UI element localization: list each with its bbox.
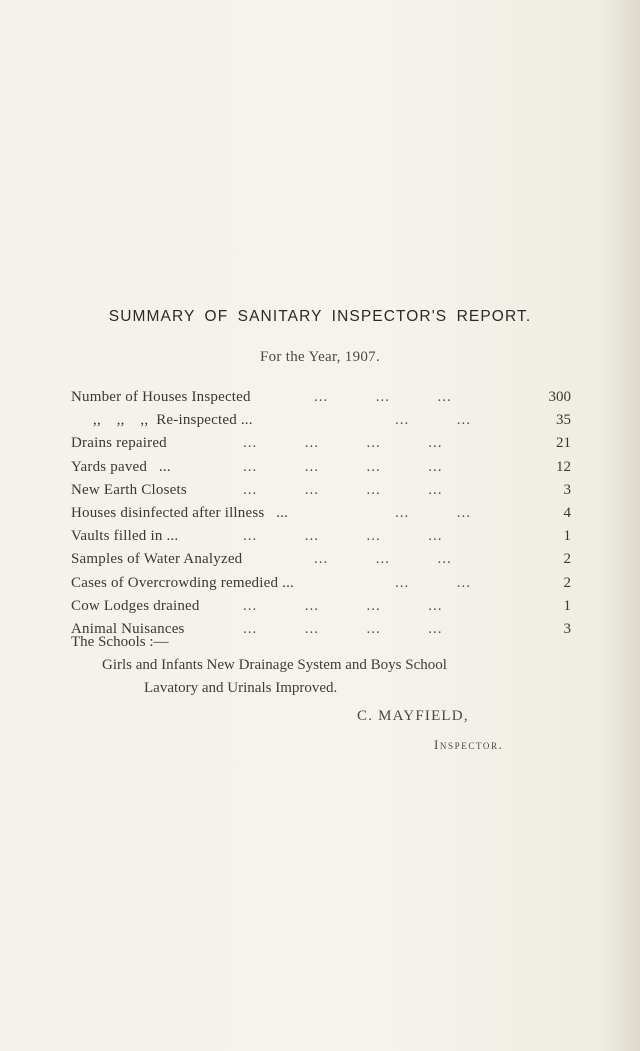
row-label: Animal Nuisances (71, 620, 185, 637)
row-label: ,, ,, ,, Re-inspected ... (93, 412, 253, 429)
table-row (71, 479, 571, 502)
schools-label: The Schools :— (71, 634, 169, 650)
table-row (71, 432, 571, 455)
table-row (71, 595, 571, 618)
row-leader-dots: ... ... ... (314, 389, 452, 405)
signature-title: Inspector. (434, 737, 504, 752)
row-value: 21 (556, 435, 571, 452)
table-row (71, 548, 571, 571)
row-label: Cases of Overcrowding remedied ... (71, 574, 294, 591)
row-value: 2 (563, 574, 571, 591)
row-value: 1 (563, 597, 571, 614)
row-label: New Earth Closets (71, 481, 187, 498)
row-value: 12 (556, 458, 571, 475)
report-subtitle: For the Year, 1907. (259, 349, 381, 365)
row-leader-dots: ... ... ... ... (243, 528, 443, 545)
row-value: 4 (563, 504, 571, 521)
row-leader-dots: ... ... (395, 412, 471, 429)
row-value: 3 (563, 481, 571, 498)
row-value: 3 (563, 620, 571, 637)
schools-note-line-1: Girls and Infants New Drainage System and Boys School (102, 657, 447, 673)
table-row (71, 386, 571, 409)
table-row (71, 525, 571, 548)
table-row (71, 502, 571, 525)
row-label: Number of Houses Inspected (71, 389, 251, 405)
row-leader-dots: ... ... ... ... (243, 620, 443, 637)
row-leader-dots: ... ... (395, 504, 471, 521)
row-leader-dots: ... ... ... ... (243, 597, 443, 614)
table-row (71, 409, 571, 432)
row-leader-dots: ... ... ... ... (243, 458, 443, 475)
signature-name: C. MAYFIELD, (357, 708, 469, 724)
schools-note (102, 654, 542, 700)
row-label: Vaults filled in ... (71, 528, 179, 545)
row-label: Samples of Water Analyzed (71, 551, 243, 568)
row-value: 1 (563, 528, 571, 545)
row-value: 35 (556, 412, 571, 429)
row-label: Cow Lodges drained (71, 597, 200, 614)
row-value: 300 (548, 389, 571, 405)
table-row (71, 572, 571, 595)
row-leader-dots: ... ... ... ... (243, 435, 443, 452)
schools-note-line-2: Lavatory and Urinals Improved. (144, 680, 338, 696)
row-leader-dots: ... ... ... ... (243, 481, 443, 498)
summary-table (71, 386, 571, 641)
row-leader-dots: ... ... (395, 574, 471, 591)
row-leader-dots: ... ... ... (314, 551, 452, 568)
table-row (71, 456, 571, 479)
report-title: SUMMARY OF SANITARY INSPECTOR'S REPORT. (108, 308, 532, 325)
row-label: Yards paved ... (71, 458, 171, 475)
row-label: Drains repaired (71, 435, 167, 452)
row-label: Houses disinfected after illness ... (71, 504, 289, 521)
row-value: 2 (563, 551, 571, 568)
